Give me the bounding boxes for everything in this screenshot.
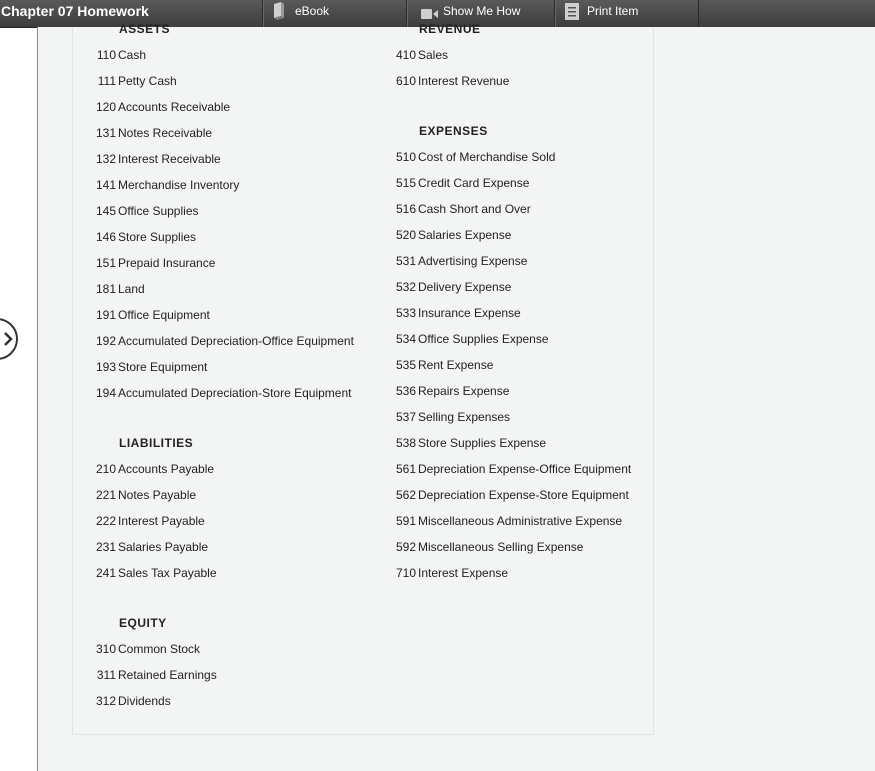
account-number: 592 (395, 540, 416, 554)
account-number: 241 (95, 566, 116, 580)
account-row (391, 383, 509, 399)
account-name: Salaries Expense (418, 228, 512, 242)
account-name: Notes Receivable (118, 126, 213, 140)
account-row (91, 359, 207, 375)
account-name: Cost of Merchandise Sold (418, 150, 556, 164)
account-name: Common Stock (118, 642, 201, 656)
account-row (391, 565, 508, 581)
account-name: Depreciation Expense-Office Equipment (418, 462, 632, 476)
account-name: Cash (118, 48, 147, 62)
account-name: Insurance Expense (418, 306, 521, 320)
account-name: Credit Card Expense (418, 176, 530, 190)
account-number: 132 (95, 152, 116, 166)
ebook-button[interactable] (262, 0, 407, 27)
book-icon (272, 2, 286, 27)
account-row (91, 151, 221, 167)
account-row (391, 253, 527, 269)
account-number: 533 (395, 306, 416, 320)
show-me-how-label: Show Me How (443, 4, 521, 18)
account-name: Office Supplies Expense (418, 332, 549, 346)
account-number: 191 (95, 308, 116, 322)
account-number: 520 (395, 228, 416, 242)
account-row (91, 385, 351, 401)
account-row (91, 229, 196, 245)
account-row (91, 203, 199, 219)
chevron-right-icon (3, 331, 13, 347)
account-number: 221 (95, 488, 116, 502)
account-row (391, 331, 549, 347)
assignment-title: Chapter 07 Homework (1, 3, 149, 19)
account-row (91, 125, 212, 141)
account-name: Accumulated Depreciation-Office Equipment (118, 334, 354, 348)
account-number: 591 (395, 514, 416, 528)
account-number: 410 (395, 48, 416, 62)
account-name: Advertising Expense (418, 254, 528, 268)
account-row (91, 693, 171, 709)
account-row (391, 513, 622, 529)
account-row (391, 305, 521, 321)
account-row (391, 435, 546, 451)
account-name: Petty Cash (118, 74, 177, 88)
account-number: 515 (395, 176, 416, 190)
account-name: Miscellaneous Selling Expense (418, 540, 584, 554)
account-number: 110 (96, 48, 116, 62)
account-row (391, 357, 493, 373)
account-name: Store Equipment (118, 360, 208, 374)
account-number: 146 (95, 230, 116, 244)
account-name: Repairs Expense (418, 384, 510, 398)
account-name: Depreciation Expense-Store Equipment (418, 488, 629, 502)
account-name: Dividends (118, 694, 171, 708)
toolbar-divider (698, 0, 699, 27)
account-row (391, 461, 631, 477)
account-row (91, 255, 215, 271)
account-row (391, 73, 509, 89)
account-number: 531 (395, 254, 416, 268)
account-row (391, 227, 511, 243)
account-name: Cash Short and Over (418, 202, 531, 216)
liabilities-heading: LIABILITIES (119, 436, 194, 450)
account-name: Interest Payable (118, 514, 205, 528)
account-name: Selling Expenses (418, 410, 511, 424)
account-number: 311 (96, 668, 116, 682)
account-name: Delivery Expense (418, 280, 512, 294)
expenses-heading: EXPENSES (419, 124, 488, 138)
account-name: Store Supplies Expense (418, 436, 547, 450)
account-name: Accounts Payable (118, 462, 215, 476)
account-number: 151 (95, 256, 116, 270)
account-number: 145 (95, 204, 116, 218)
account-number: 312 (95, 694, 116, 708)
account-number: 141 (95, 178, 116, 192)
account-name: Prepaid Insurance (118, 256, 216, 270)
revenue-heading: REVENUE (419, 22, 481, 36)
account-name: Retained Earnings (118, 668, 217, 682)
account-row (391, 409, 510, 425)
account-name: Salaries Payable (118, 540, 209, 554)
account-number: 231 (95, 540, 116, 554)
chart-of-accounts-panel (72, 22, 654, 735)
account-number: 111 (97, 74, 116, 88)
account-number: 181 (95, 282, 116, 296)
account-name: Rent Expense (418, 358, 494, 372)
account-row (91, 539, 208, 555)
account-number: 310 (95, 642, 116, 656)
account-number: 538 (395, 436, 416, 450)
account-row (91, 641, 200, 657)
account-name: Store Supplies (118, 230, 197, 244)
account-number: 516 (395, 202, 416, 216)
account-row (91, 333, 354, 349)
account-row (91, 667, 217, 683)
account-number: 532 (395, 280, 416, 294)
account-name: Sales (418, 48, 449, 62)
account-number: 131 (95, 126, 116, 140)
account-row (391, 201, 531, 217)
account-row (391, 487, 629, 503)
account-name: Office Supplies (118, 204, 199, 218)
account-number: 120 (95, 100, 116, 114)
account-name: Interest Receivable (118, 152, 221, 166)
account-row (91, 307, 210, 323)
account-row (391, 47, 448, 63)
account-row (91, 487, 196, 503)
document-icon (565, 3, 579, 27)
account-number: 561 (395, 462, 416, 476)
account-name: Interest Revenue (418, 74, 510, 88)
account-name: Merchandise Inventory (118, 178, 240, 192)
account-row (91, 99, 230, 115)
account-row (91, 461, 214, 477)
account-number: 537 (395, 410, 416, 424)
account-name: Land (118, 282, 145, 296)
account-number: 222 (95, 514, 116, 528)
account-name: Accumulated Depreciation-Store Equipment (118, 386, 352, 400)
account-number: 194 (95, 386, 116, 400)
account-row (391, 175, 529, 191)
account-number: 192 (95, 334, 116, 348)
account-number: 610 (395, 74, 416, 88)
print-item-button[interactable] (554, 0, 699, 27)
equity-heading: EQUITY (119, 616, 167, 630)
account-name: Interest Expense (418, 566, 509, 580)
account-row (91, 47, 146, 63)
left-border (37, 27, 38, 771)
previous-question-button[interactable] (0, 318, 18, 360)
account-row (91, 565, 217, 581)
account-number: 534 (395, 332, 416, 346)
account-row (91, 177, 239, 193)
account-number: 710 (395, 566, 416, 580)
account-number: 210 (95, 462, 116, 476)
account-name: Sales Tax Payable (118, 566, 217, 580)
account-number: 193 (95, 360, 116, 374)
account-name: Accounts Receivable (118, 100, 231, 114)
account-number: 510 (395, 150, 416, 164)
assets-heading: ASSETS (119, 22, 171, 36)
account-row (91, 513, 205, 529)
print-item-label: Print Item (587, 4, 639, 18)
account-row (91, 73, 177, 89)
account-row (91, 281, 145, 297)
account-name: Miscellaneous Administrative Expense (418, 514, 623, 528)
account-name: Office Equipment (118, 308, 210, 322)
account-number: 535 (395, 358, 416, 372)
account-number: 536 (395, 384, 416, 398)
account-row (391, 149, 555, 165)
account-number: 562 (395, 488, 416, 502)
account-name: Notes Payable (118, 488, 197, 502)
account-row (391, 279, 511, 295)
account-row (391, 539, 583, 555)
ebook-label: eBook (295, 4, 330, 18)
